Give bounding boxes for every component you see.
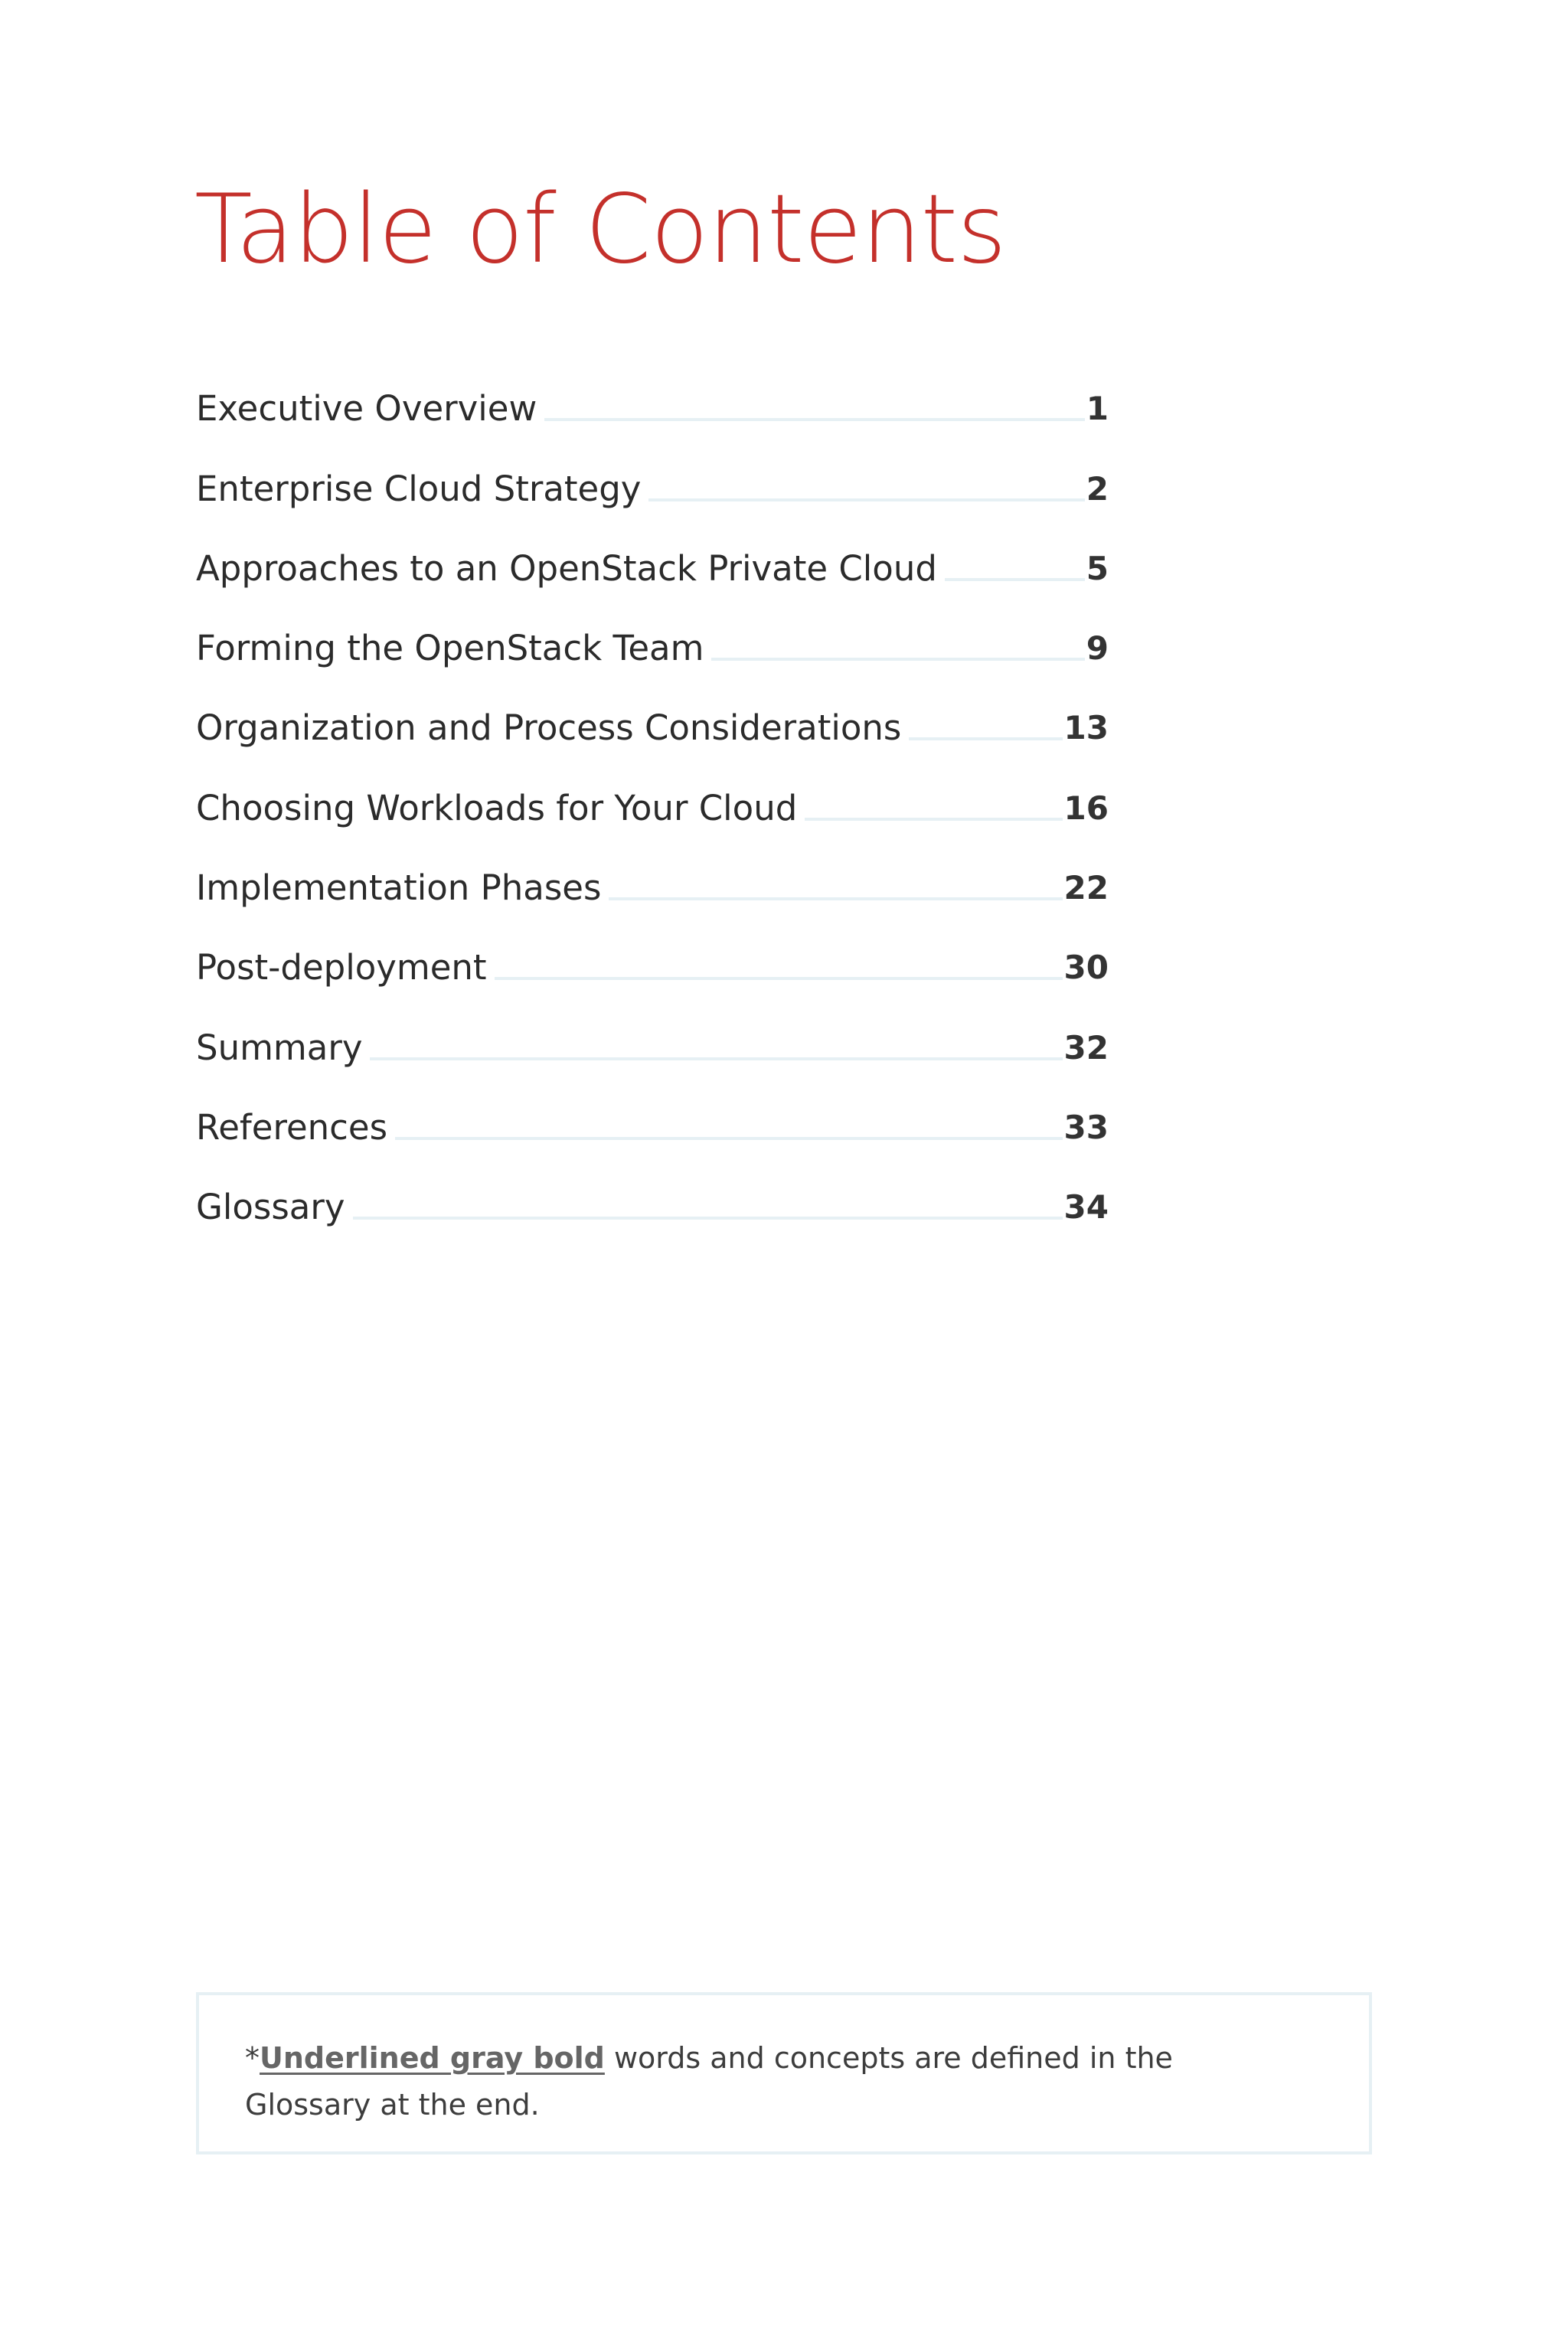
toc-entry-implementation-phases[interactable]	[196, 850, 1109, 929]
toc-entry-title: Organization and Process Considerations	[196, 707, 902, 749]
toc-entry-title: Post-deployment	[196, 947, 487, 988]
toc-entry-post-deployment[interactable]	[196, 929, 1109, 1009]
toc-entry-title: Glossary	[196, 1187, 345, 1228]
toc-page-number: 9	[1086, 629, 1109, 668]
toc-leader-line	[805, 818, 1062, 821]
toc-page-number: 22	[1063, 869, 1109, 907]
toc-entry-enterprise-cloud-strategy[interactable]	[196, 450, 1109, 530]
toc-entry-approaches[interactable]	[196, 531, 1109, 610]
toc-entry-forming-team[interactable]	[196, 610, 1109, 690]
toc-leader-line	[544, 418, 1085, 421]
toc-entry-title: Approaches to an OpenStack Private Cloud	[196, 547, 937, 589]
toc-page-number: 13	[1063, 709, 1109, 747]
glossary-note-box	[196, 1992, 1372, 2154]
toc-page-number: 5	[1086, 549, 1109, 587]
toc-leader-line	[648, 498, 1084, 501]
toc-entry-references[interactable]	[196, 1089, 1109, 1169]
toc-leader-line	[495, 977, 1063, 980]
toc-entry-glossary[interactable]	[196, 1169, 1109, 1249]
glossary-term-example: Underlined gray bold	[260, 2041, 605, 2075]
toc-entry-organization-process[interactable]	[196, 690, 1109, 769]
toc-entry-executive-overview[interactable]	[196, 371, 1109, 450]
toc-entry-choosing-workloads[interactable]	[196, 769, 1109, 849]
toc-leader-line	[909, 737, 1062, 740]
toc-entry-title: Summary	[196, 1027, 363, 1068]
toc-leader-line	[370, 1057, 1062, 1060]
toc-entry-title: Executive Overview	[196, 388, 537, 430]
toc-leader-line	[945, 578, 1085, 581]
toc-page-number: 16	[1063, 789, 1109, 827]
toc-entry-summary[interactable]	[196, 1009, 1109, 1089]
toc-leader-line	[395, 1137, 1062, 1140]
toc-page-number: 2	[1086, 469, 1109, 508]
toc-entry-title: References	[196, 1106, 388, 1148]
toc-leader-line	[353, 1217, 1063, 1220]
toc-page-number: 30	[1063, 949, 1109, 987]
glossary-note-text	[245, 2035, 1271, 2128]
toc-page-number: 34	[1063, 1188, 1109, 1227]
toc-leader-line	[609, 897, 1062, 900]
toc-leader-line	[711, 658, 1084, 661]
page-title: Table of Contents	[194, 175, 1006, 285]
toc-page-number: 33	[1063, 1108, 1109, 1146]
toc-entry-title: Enterprise Cloud Strategy	[196, 468, 642, 509]
toc-entry-title: Implementation Phases	[196, 867, 602, 909]
table-of-contents	[196, 371, 1109, 1249]
toc-entry-title: Forming the OpenStack Team	[196, 628, 704, 669]
toc-page-number: 1	[1086, 390, 1109, 428]
note-asterisk: *	[245, 2041, 260, 2075]
note-description: words and concepts are defined in the Glossary at the end.	[245, 2041, 1173, 2122]
toc-entry-title: Choosing Workloads for Your Cloud	[196, 787, 798, 828]
toc-page-number: 32	[1063, 1028, 1109, 1067]
